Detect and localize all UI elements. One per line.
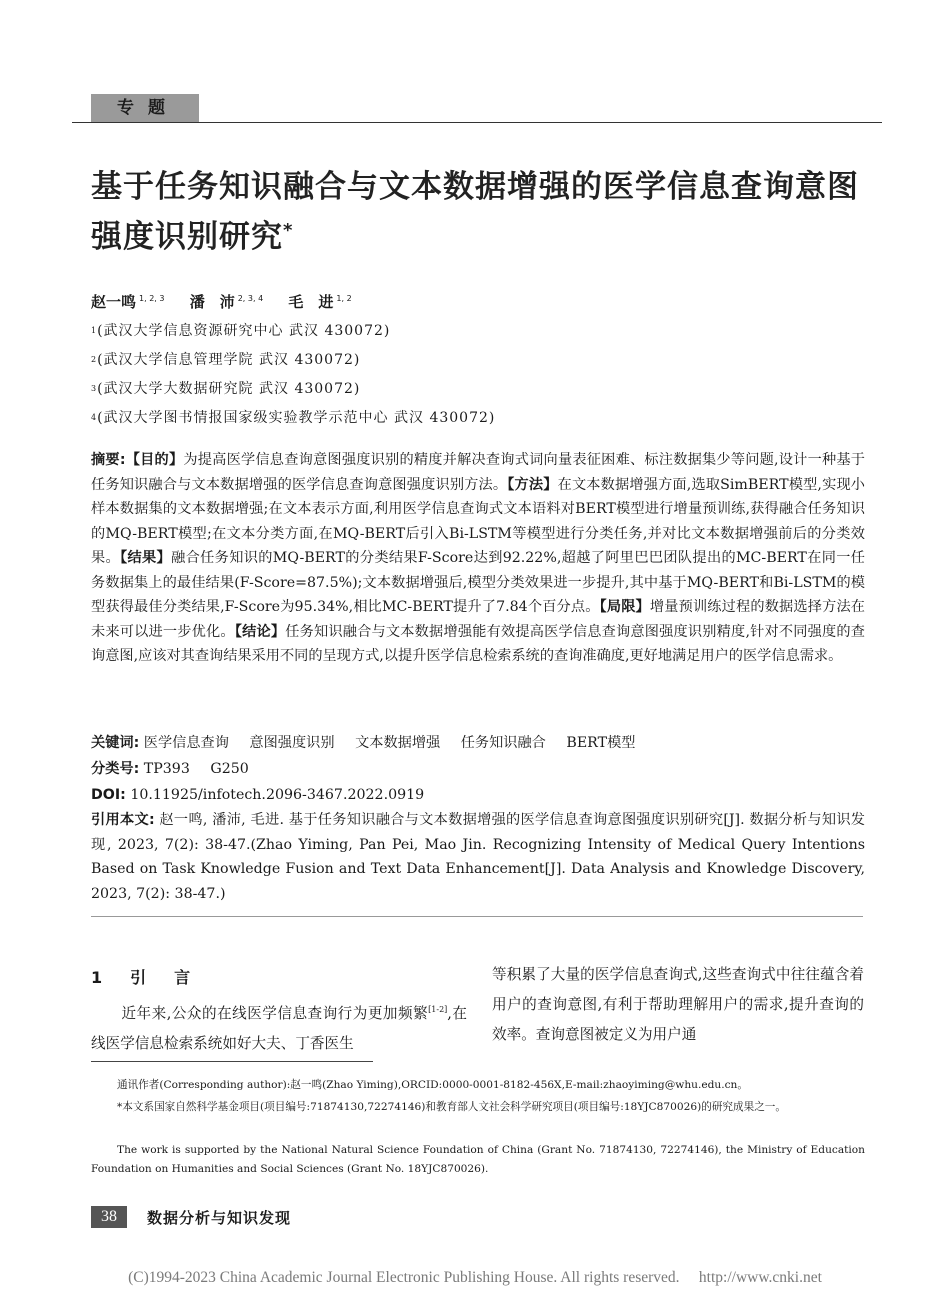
author: 赵一鸣 $^{1, 2, 3}$	[91, 293, 165, 311]
affiliation: $^2$(武汉大学信息管理学院 武汉 430072)	[91, 352, 361, 368]
title-text: 基于任务知识融合与文本数据增强的医学信息查询意图强度识别研究	[91, 169, 859, 255]
keyword: 文本数据增强	[355, 735, 441, 751]
author-list	[91, 291, 372, 312]
abstract: 摘要:【目的】为提高医学信息查询意图强度识别的精度并解决查询式词向量表征困难、标注数据集少等问题,设计一种基于任务知识融合与文本数据增强的医学信息查询意图强度识别方法。【方法】在文本数据增强方面,选取SimBERT模型,实现小样本数据集的文本数据增强;在文本表示方面,利用医学信息查询式文本语料对BERT模型进行增量预训练,获得融合任务知识的MQ-BERT模型;在文本分类方面,在MQ-BERT后引入Bi-LSTM等模型进行分类任务,并对比文本数据增强前后的分类效果。【结果】融合任务知识的MQ-BERT的分类结果F-Score达到92.22%,超越了阿里巴巴团队提出的MC-BERT在同一任务数据集上的最佳结果(F-Score=87.5%);文本数据增强后,模型分类效果进一步提升,其中基于MQ-BERT和Bi-LSTM的模型获得最佳分类结果,F-Score为95.34%,相比MC-BERT提升了7.84个百分点。【局限】增量预训练过程的数据选择方法在未来可以进一步优化。【结论】任务知识融合与文本数据增强能有效提高医学信息查询意图强度识别精度,针对不同强度的查询意图,应该对其查询结果采用不同的呈现方式,以提升医学信息检索系统的查询准确度,更好地满足用户的医学信息需求。	[91, 452, 865, 664]
footnote-rule	[91, 1061, 373, 1062]
keyword: 医学信息查询	[143, 735, 229, 751]
keywords: 关键词: 医学信息查询 意图强度识别 文本数据增强 任务知识融合 BERT模型	[91, 735, 636, 751]
citation: 引用本文: 赵一鸣, 潘沛, 毛进. 基于任务知识融合与文本数据增强的医学信息查询意图强度识别研究[J]. 数据分析与知识发现, 2023, 7(2): 38-47.(Zhao Yiming, Pan Pei, Mao Jin. Recognizing Intensity of Medical Query Intentions Based on Task Knowledge Fusion and Text Data Enhancement[J]. Data Analysis and Knowledge Discovery, 2023, 7(2): 38-47.)	[91, 812, 865, 902]
affiliation: $^4$(武汉大学图书情报国家级实验教学示范中心 武汉 430072)	[91, 410, 496, 426]
title-footnote-mark: *	[283, 220, 294, 241]
doi-link[interactable]: 10.11925/infotech.2096-3467.2022.0919	[130, 787, 425, 803]
affiliation: $^3$(武汉大学大数据研究院 武汉 430072)	[91, 381, 361, 397]
divider	[91, 916, 863, 917]
footnote-funding-cn: *本文系国家自然科学基金项目(项目编号:71874130,72274146)和教育部人文社会科学研究项目(项目编号:18YJC870026)的研究成果之一。	[117, 1101, 786, 1113]
page-number: 38	[91, 1206, 127, 1228]
keyword: 意图强度识别	[249, 735, 335, 751]
keyword: BERT模型	[566, 735, 636, 751]
header-rule	[72, 122, 882, 123]
author: 毛 进 $^{1, 2}$	[288, 293, 352, 311]
doi: DOI: 10.11925/infotech.2096-3467.2022.0919	[91, 787, 425, 803]
citation-ref[interactable]: [1-2]	[428, 1005, 448, 1014]
keyword: 任务知识融合	[460, 735, 546, 751]
footnote-corresponding: 通讯作者(Corresponding author):赵一鸣(Zhao Yiming),ORCID:0000-0001-8182-456X,E-mail:zhaoyiming@whu.edu.cn。	[117, 1079, 748, 1091]
body-left-column: 近年来,公众的在线医学信息查询行为更加频繁[1-2],在线医学信息检索系统如好大夫、丁香医生	[91, 1004, 467, 1052]
copyright-notice: (C)1994-2023 China Academic Journal Electronic Publishing House. All rights reserved. http://www.cnki.net	[128, 1269, 822, 1286]
abstract-label: 摘要:	[91, 452, 126, 468]
affiliation: $^1$(武汉大学信息资源研究中心 武汉 430072)	[91, 323, 391, 339]
author: 潘 沛 $^{2, 3, 4}$	[189, 293, 264, 311]
footnote-funding-en: The work is supported by the National Natural Science Foundation of China (Grant No. 71874130, 72274146), the Ministry of Education Foundation on Humanities and Social Sciences (Grant No. 18YJC870026).	[91, 1144, 865, 1175]
section-heading: 1 引 言	[91, 968, 197, 987]
section-tag: 专题	[91, 94, 199, 123]
body-right-column: 等积累了大量的医学信息查询式,这些查询式中往往蕴含着用户的查询意图,有利于帮助理解用户的需求,提升查询的效率。查询意图被定义为用户通	[492, 966, 864, 1043]
classification-number: 分类号: TP393 G250	[91, 761, 249, 777]
paper-title	[91, 162, 881, 262]
journal-name: 数据分析与知识发现	[147, 1209, 292, 1227]
